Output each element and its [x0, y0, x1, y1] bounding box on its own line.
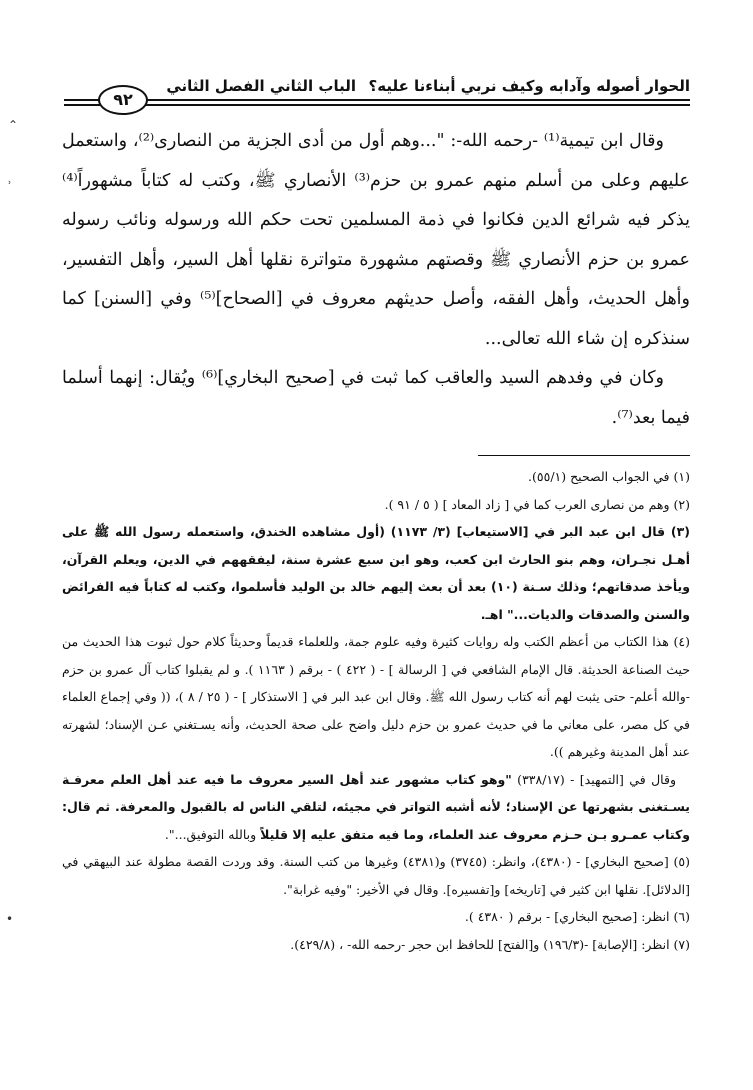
header-rule-bottom: [64, 104, 690, 106]
margin-mark: •: [6, 912, 14, 926]
footnote-4-continuation: [62, 766, 690, 849]
footnotes: [62, 463, 690, 958]
main-text: [62, 122, 690, 438]
footnote-4-tail: وبالله التوفيق...".: [164, 826, 261, 842]
footnote-2: (٢) وهم من نصارى العرب كما في [ زاد المعاد ] ( ٥ / ٩١ ).: [384, 496, 690, 512]
footnote-7: (٧) انظر: [الإصابة] -(١٩٦/٣) و[الفتح] للحافظ ابن حجر -رحمه الله- ، (٤٢٩/٨).: [290, 936, 690, 952]
footnote-6: (٦) انظر: [صحيح البخاري] - برقم ( ٤٣٨٠ ).: [464, 909, 690, 924]
page-number: ٩٢: [98, 85, 148, 115]
footnote-3: (٣) قال ابن عبد البر في [الاستيعاب] (٣/ ١١٧٣) (أول مشاهده الخندق، واستعمله رسول الله ﷺ على أهـل نجـران، وهم بنو الحارث ابن كعب، وهو ابن سبع عشرة سنة، ليفقههم في الدين، ويعلم القرآن، ويأخذ صدقاتهم؛ وذلك سـنة (١٠) بعد أن بعث إليهم خالد بن الوليد فأسلموا، وكتب له كتاباً فيه الفرائض والسنن والصدقات والديات..." اهـ.: [62, 524, 690, 622]
footnote-1: (١) في الجواب الصحيح (٥٥/١).: [528, 469, 690, 484]
footnote-5: (٥) [صحيح البخاري] - (٤٣٨٠)، وانظر: (٣٧٤٥) و(٤٣٨١) وغيرها من كتب السنة. وقد وردت القصة مطولة عند البيهقي في [الدلائل]. نقلها ابن كثير في [تاريخه] و[تفسيره]. وقال في الأخير: "وفيه غرابة".: [62, 854, 690, 897]
footnote-4-quote: "وهو كتاب مشهور عند أهل السير معروف ما فيه عند أهل العلم معرفـة يسـتغنى بشهرتها عن الإسناد؛ لأنه أشبه التواتر في مجيئه، لتلقي الناس له بالقبول والمعرفة. ثم قال: وكتاب عمـرو بـن حـزم معروف عند العلماء، وما فيه متفق عليه إلا قليلاً: [62, 771, 690, 842]
body-paragraph: وكان في وفدهم السيد والعاقب كما ثبت في [صحيح البخاري]⁽⁶⁾ ويُقال: إنهما أسلما فيما بعد⁽⁷⁾.: [62, 368, 690, 428]
margin-mark: ⌃: [8, 118, 19, 132]
running-title: الحوار أصوله وآدابه وكيف نربي أبناءنا عليه؟: [420, 74, 690, 98]
footnote-separator: [478, 455, 690, 456]
body-paragraph: وقال ابن تيمية⁽¹⁾ -رحمه الله-: "...وهم أول من أدى الجزية من النصارى⁽²⁾، واستعمل عليهم وعلى من أسلم منهم عمرو بن حزم⁽³⁾ الأنصاري ﷺ، وكتب له كتاباً مشهوراً⁽⁴⁾ يذكر فيه شرائع الدين فكانوا في ذمة المسلمين تحت حكم الله ورسوله ونائب رسوله عمرو بن حزم الأنصاري ﷺ وقصتهم مشهورة متواترة نقلها أهل السير، وأهل التفسير، وأهل الحديث، وأهل الفقه، وأصل حديثهم معروف في [الصحاح]⁽⁵⁾ وفي [السنن] كما سنذكره إن شاء الله تعالى...: [62, 131, 690, 349]
footnote-4-lead: وقال في [التمهيد] - (٣٣٨/١٧): [511, 771, 676, 787]
page-header: [64, 74, 690, 108]
chapter-title: الباب الثاني الفصل الثاني: [146, 74, 356, 98]
header-rule-top: [64, 99, 690, 101]
margin-mark: ˒: [8, 176, 12, 190]
footnote-4: (٤) هذا الكتاب من أعظم الكتب وله روايات كثيرة وفيه علوم جمة، وللعلماء قديماً وحديثاً كلام حول ثبوت هذا الحديث من حيث الصناعة الحديثة. قال الإمام الشافعي في [ الرسالة ] - ( ٤٢٢ ) - برقم ( ١١٦٣ ). و لم يقبلوا كتاب آل عمرو بن حزم -والله أعلم- حتى يثبت لهم أنه كتاب رسول الله ﷺ. وقال ابن عبد البر في [ الاستذكار ] - ( ٢٥ / ٨ )، (( وفي إجماع العلماء في كل مصر، على معاني ما في حديث عمرو بن حزم دليل واضح على صحة الحديث، وأنه يسـتغني عـن الإسناد؛ لشهرته عند أهل المدينة وغيرهم )).: [62, 634, 691, 759]
